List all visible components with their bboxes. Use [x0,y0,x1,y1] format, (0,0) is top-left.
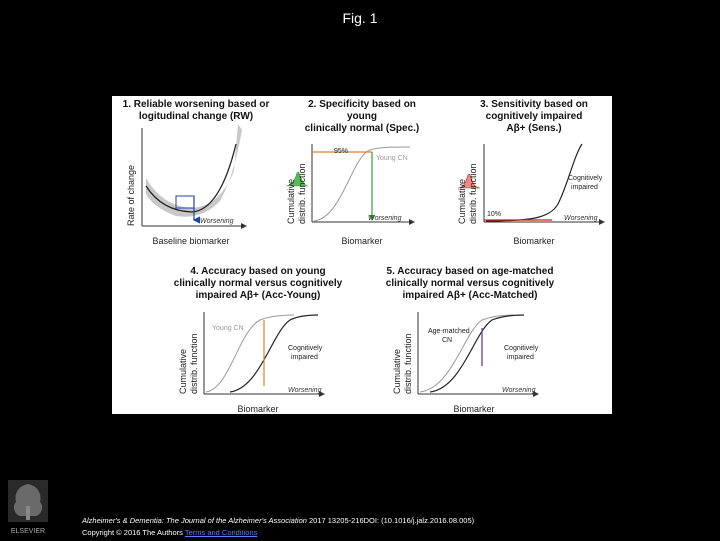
panel-3-percent-label: 10% [487,211,502,218]
elsevier-logo-text: ELSEVIER [10,528,46,535]
elsevier-logo [6,478,50,536]
citation-line [82,516,474,525]
panel-3-title-line-3: Aβ+ (Sens.) [506,123,562,134]
panel-4-ylabel-line-2: distrib. function [189,333,199,394]
panel-2-title-line-3: clinically normal (Spec.) [304,123,420,134]
panel-1-worsening-label: Worsening [200,218,234,225]
panel-3 [457,99,604,246]
panel-3-group-label-line-1: Cognitively [568,175,603,182]
panel-2-title-line-1: 2. Specificity based on [308,99,416,110]
panel-3-ylabel-line-1: Cumulative [457,178,467,224]
panel-4-title-line-1: 4. Accuracy based on young [190,266,326,277]
citation-text: 2017 13205-216DOI: (10.1016/j.jalz.2016.08.005) [306,516,475,525]
figure-title: Fig. 1 [342,10,378,26]
panel-3-title-line-1: 3. Sensitivity based on [480,99,588,110]
panel-5-group1-label-line-1: Age-matched [428,328,470,335]
panel-5-title-line-2: clinically normal versus cognitively [385,278,555,289]
panel-3-title-line-2: cognitively impaired [485,111,583,122]
panel-3-group-label-line-2: impaired [571,184,598,191]
panel-2 [286,99,419,246]
panel-1-ylabel: Rate of change [126,164,136,226]
panel-5 [386,266,555,414]
panel-3-cdf-curve [486,144,582,221]
panel-4-group1-label: Young CN [212,325,244,332]
panel-4 [174,266,343,414]
panel-4-ylabel-line-1: Cumulative [178,348,188,394]
panel-4-worsening-label: Worsening [288,387,322,394]
figure-image [112,96,612,414]
panel-5-worsening-label: Worsening [502,387,536,394]
panel-1 [123,99,270,246]
panel-3-xlabel: Biomarker [513,236,555,246]
copyright-text: Copyright © 2016 The Authors [82,528,183,537]
panel-5-group2-label-line-2: impaired [507,354,534,361]
panel-4-group2-label-line-1: Cognitively [288,345,323,352]
panel-4-title-line-2: clinically normal versus cognitively [173,278,343,289]
panel-4-xlabel: Biomarker [237,404,279,414]
panel-5-ylabel-line-2: distrib. function [403,333,413,394]
panel-2-percent-label: 95% [334,148,349,155]
journal-name: Alzheimer's & Dementia: The Journal of the Alzheimer's Association [82,516,307,525]
panel-4-title-line-3: impaired Aβ+ (Acc-Young) [195,290,321,301]
panel-4-group2-label-line-2: impaired [291,354,318,361]
panel-1-title-line-1: 1. Reliable worsening based or [122,99,270,110]
panel-5-title-line-3: impaired Aβ+ (Acc-Matched) [402,290,538,301]
panel-5-group2-label-line-1: Cognitively [504,345,539,352]
copyright-line [82,528,257,537]
panel-2-ylabel-line-2: distrib. function [297,163,307,224]
panel-3-worsening-label: Worsening [564,215,598,222]
panel-2-ylabel-line-1: Cumulative [286,178,296,224]
panel-3-ylabel-line-2: distrib. function [468,163,478,224]
panel-2-xlabel: Biomarker [341,236,383,246]
panel-2-group-label: Young CN [376,155,408,162]
panel-5-title-line-1: 5. Accuracy based on age-matched [386,266,554,277]
panel-5-xlabel: Biomarker [453,404,495,414]
panel-1-curve [146,144,236,212]
panel-5-ylabel-line-1: Cumulative [392,348,402,394]
terms-link[interactable]: Terms and Conditions [184,528,258,537]
panel-2-worsening-label: Worsening [368,215,402,222]
panel-2-title-line-2: young [347,111,377,122]
panel-1-title-line-2: logitudinal change (RW) [138,111,254,122]
panel-5-group1-label-line-2: CN [442,337,453,344]
panel-5-age-matched-curve [420,315,514,392]
panel-1-xlabel: Baseline biomarker [152,236,230,246]
